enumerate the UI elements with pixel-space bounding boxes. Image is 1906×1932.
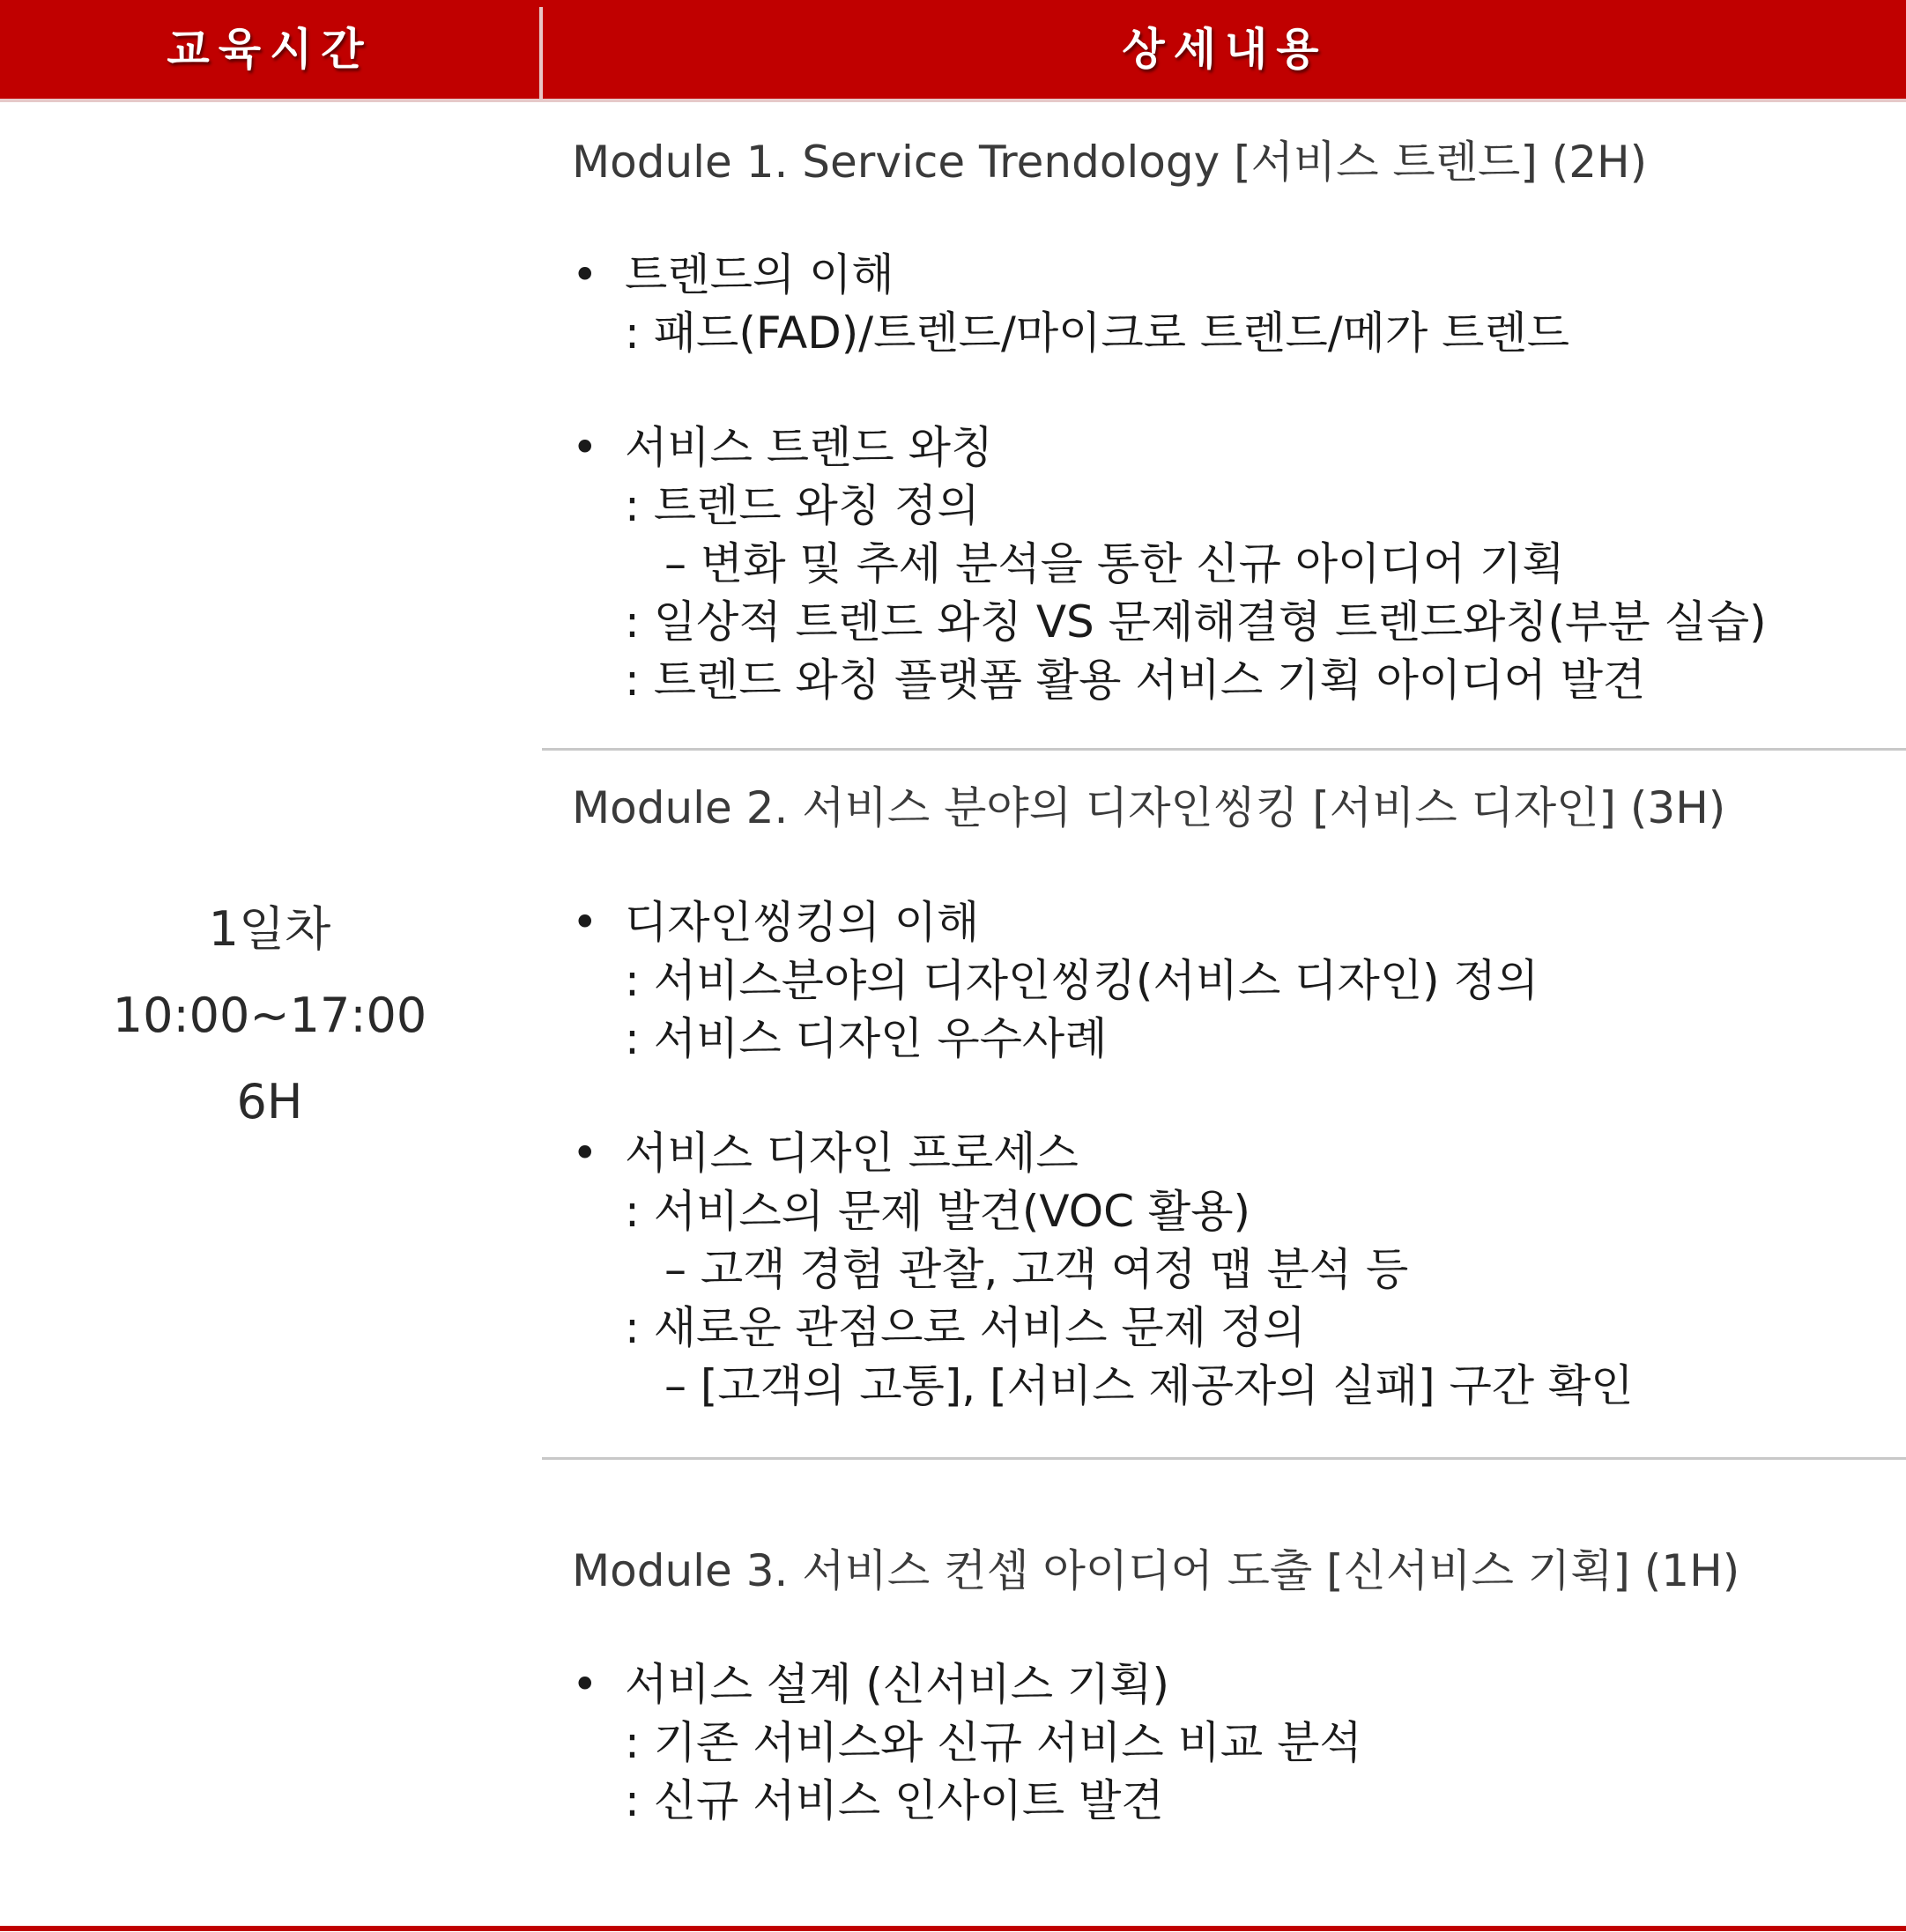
- module-1-item-subdetail: – 변화 및 추세 분석을 통한 신규 아이디어 기획: [664, 538, 1565, 589]
- module-1-title: Module 1. Service Trendology [서비스 트렌드] (2H): [572, 137, 1648, 188]
- time-range: 10:00~17:00: [112, 988, 427, 1043]
- module-2-item-detail: : 서비스분야의 디자인씽킹(서비스 디자인) 정의: [625, 955, 1539, 1006]
- module-1-item-detail: : 트렌드 와칭 플랫폼 활용 서비스 기획 아이디어 발견: [625, 655, 1646, 706]
- table-bottom-rule: [0, 1926, 1906, 1931]
- bullet-icon: •: [572, 422, 598, 473]
- module-1-item-heading: 서비스 트렌드 와칭: [625, 422, 994, 473]
- module-2-item-detail: : 서비스의 문제 발견(VOC 활용): [625, 1186, 1251, 1237]
- day-label: 1일차: [208, 901, 331, 957]
- header-details: 상세내용: [1122, 24, 1328, 75]
- bullet-icon: •: [572, 897, 598, 948]
- module-1-item-detail: : 일상적 트렌드 와칭 VS 문제해결형 트렌드와칭(부분 실습): [625, 596, 1767, 648]
- duration-label: 6H: [236, 1074, 303, 1129]
- module-1-item-detail: : 패드(FAD)/트렌드/마이크로 트렌드/메가 트렌드: [625, 307, 1570, 359]
- module-2-item-subdetail: – [고객의 고통], [서비스 제공자의 실패] 구간 확인: [664, 1360, 1634, 1411]
- module-2-item-detail: : 서비스 디자인 우수사례: [625, 1013, 1108, 1064]
- module-separator: [542, 748, 1906, 751]
- module-1-item-heading: 트렌드의 이해: [625, 249, 894, 300]
- module-2-item-heading: 서비스 디자인 프로세스: [625, 1128, 1079, 1179]
- module-1-item-detail: : 트렌드 와칭 정의: [625, 480, 980, 531]
- module-separator: [542, 1457, 1906, 1460]
- module-3-item-detail: : 신규 서비스 인사이트 발견: [625, 1775, 1164, 1826]
- module-2-item-subdetail: – 고객 경험 관찰, 고객 여정 맵 분석 등: [664, 1244, 1409, 1295]
- header-divider: [539, 7, 543, 99]
- bullet-icon: •: [572, 1659, 598, 1710]
- header-education-time: 교육시간: [167, 24, 373, 75]
- module-2-item-heading: 디자인씽킹의 이해: [625, 897, 980, 948]
- module-2-item-detail: : 새로운 관점으로 서비스 문제 정의: [625, 1302, 1306, 1353]
- bullet-icon: •: [572, 249, 598, 300]
- table-header: [0, 0, 1906, 99]
- time-cell: [0, 102, 539, 1926]
- module-2-title: Module 2. 서비스 분야의 디자인씽킹 [서비스 디자인] (3H): [572, 782, 1726, 833]
- module-3-title: Module 3. 서비스 컨셉 아이디어 도출 [신서비스 기획] (1H): [572, 1545, 1740, 1596]
- bullet-icon: •: [572, 1128, 598, 1179]
- module-3-item-detail: : 기존 서비스와 신규 서비스 비교 분석: [625, 1717, 1362, 1768]
- module-3-item-heading: 서비스 설계 (신서비스 기획): [625, 1659, 1169, 1710]
